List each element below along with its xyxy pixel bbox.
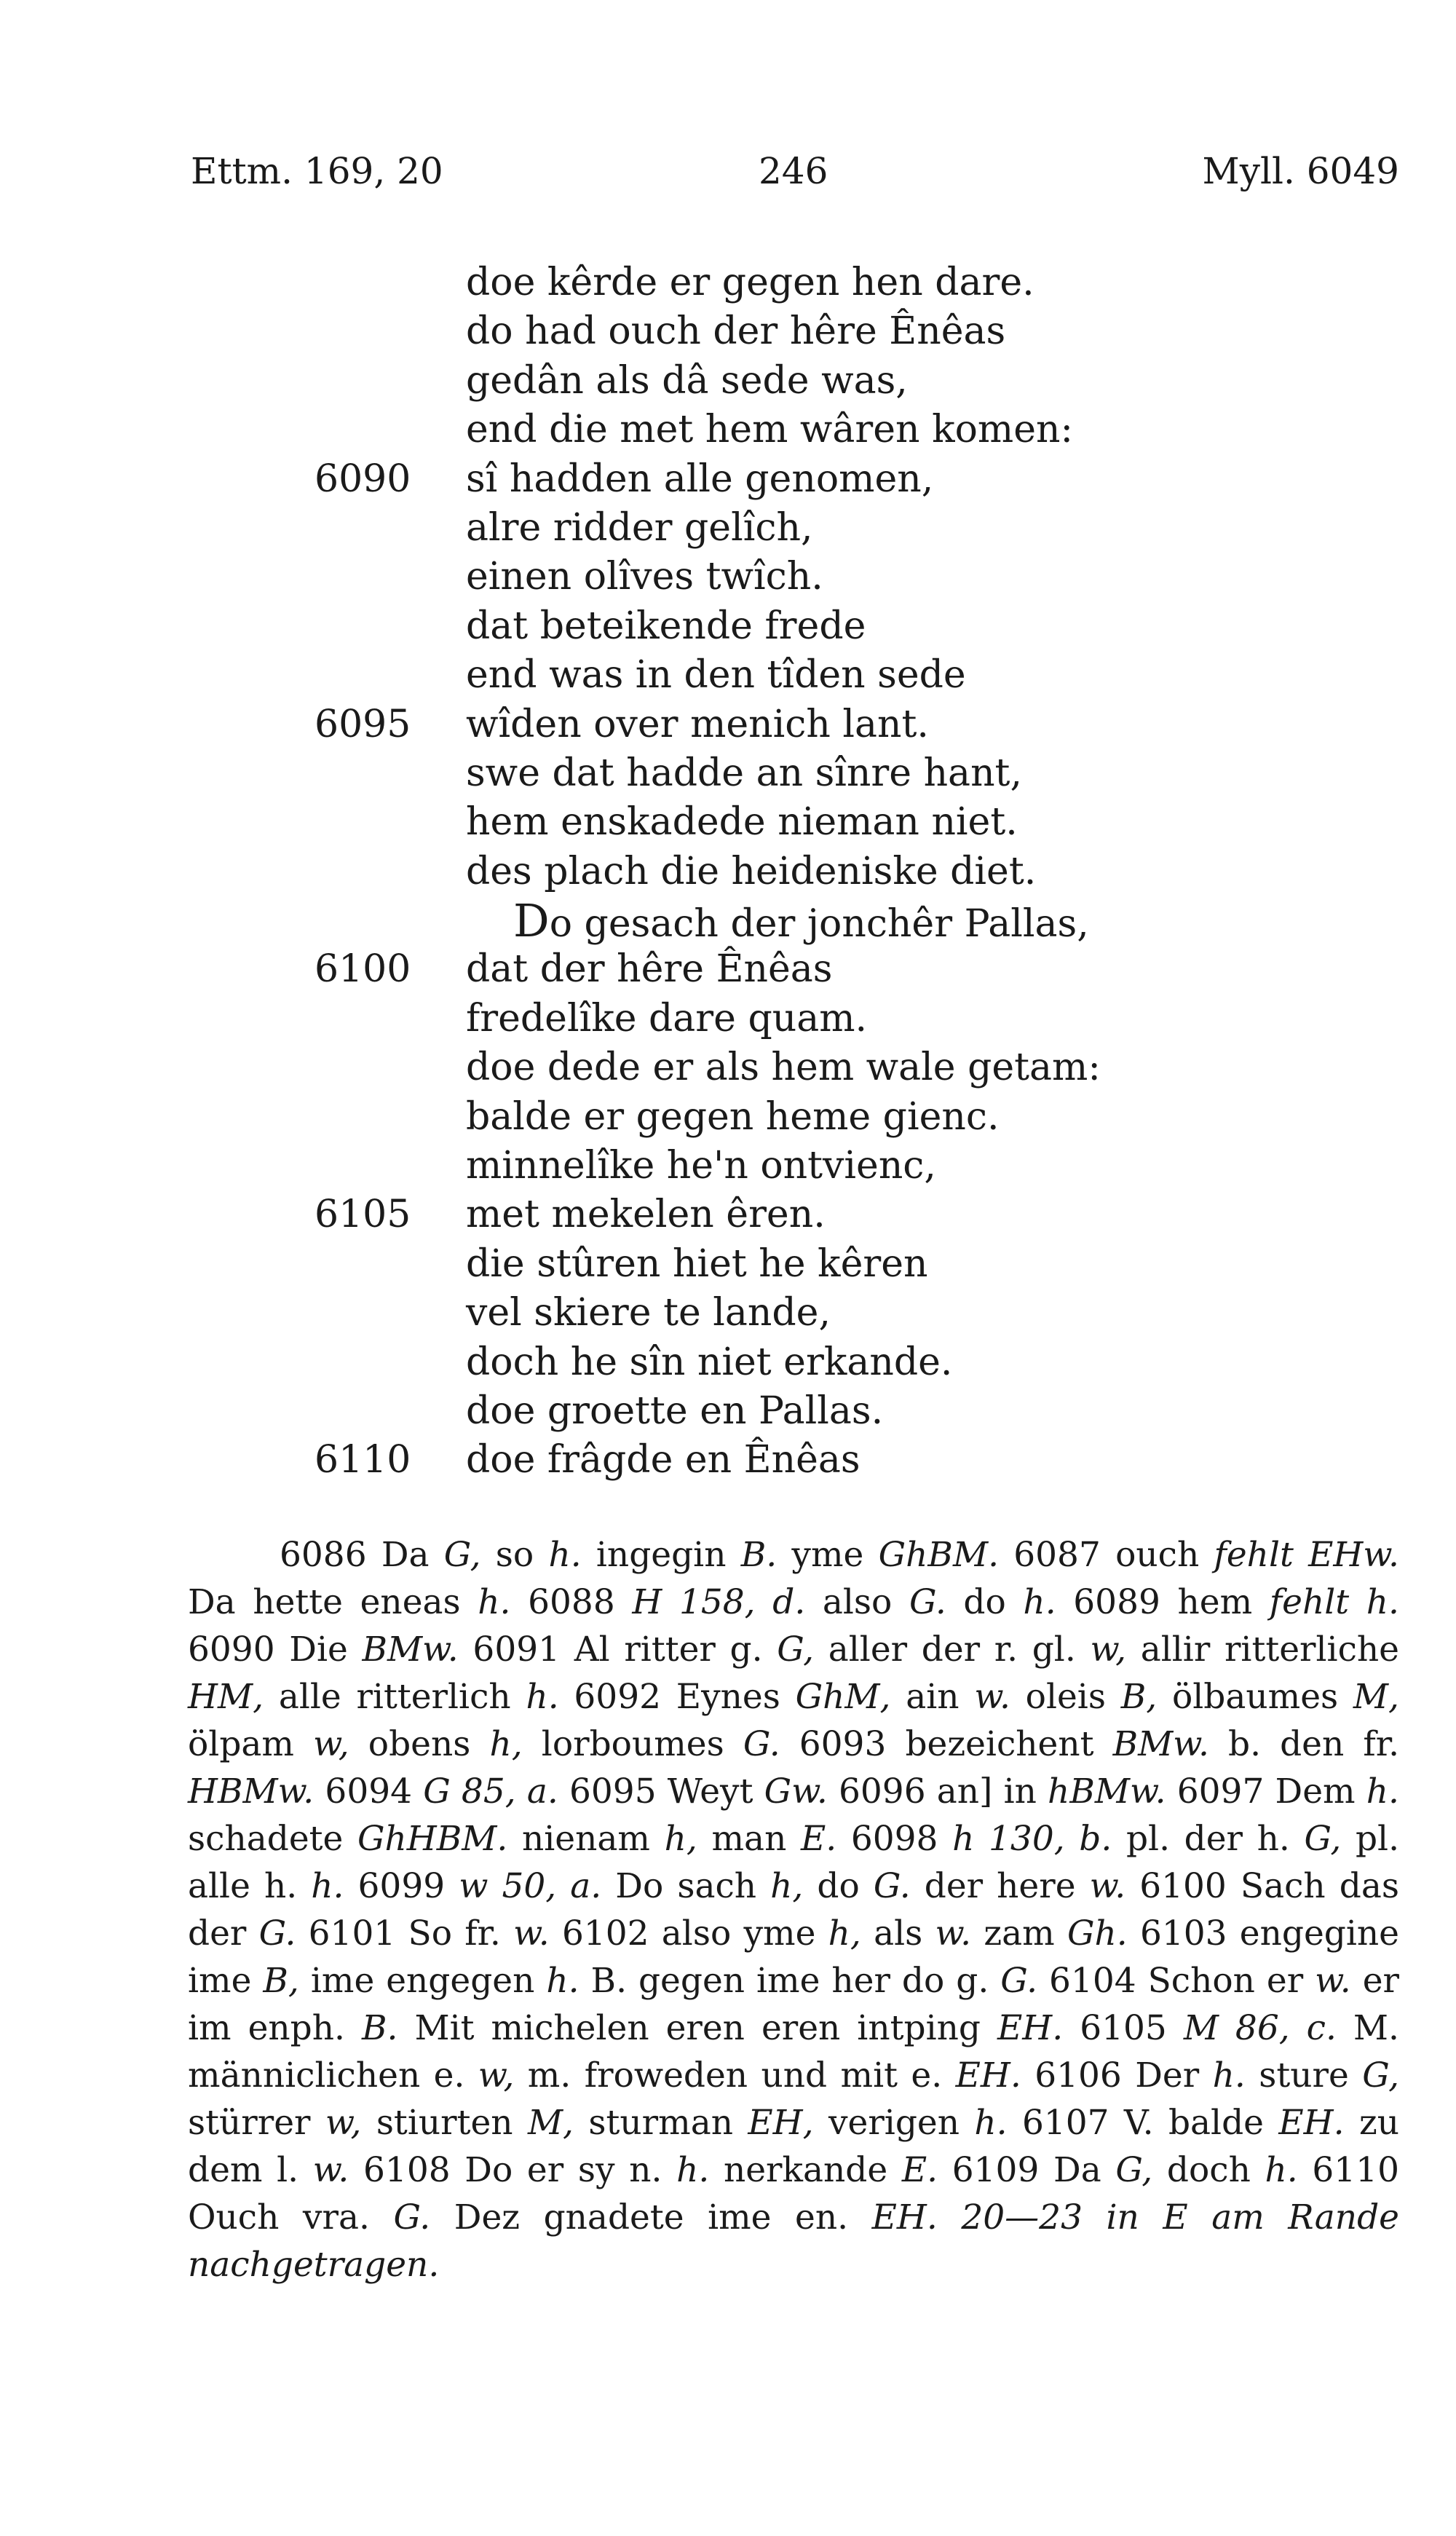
- verse-line: [0, 455, 1456, 504]
- note-text: 6099: [344, 1866, 459, 1906]
- note-siglum: Gh.: [1067, 1913, 1128, 1954]
- verse-number: 6105: [314, 1193, 411, 1237]
- verse-line: [0, 651, 1456, 700]
- note-text: lorboumes: [522, 1724, 743, 1764]
- note-text: zu dem l.: [188, 2103, 1399, 2190]
- note-siglum: M 86, c.: [1183, 2008, 1337, 2048]
- verse-text: minnelîke he'n ontvienc,: [466, 1144, 936, 1188]
- note-text: 6090 Die: [188, 1630, 363, 1670]
- note-siglum: h.: [526, 1677, 559, 1717]
- note-siglum: B.: [740, 1535, 778, 1575]
- note-siglum: G,: [1304, 1819, 1342, 1859]
- note-text: der here: [910, 1866, 1090, 1906]
- note-text: 6109 Da: [938, 2150, 1116, 2190]
- note-text: 6089 hem: [1056, 1582, 1270, 1622]
- verse-number: 6090: [314, 457, 411, 501]
- verse-line: [0, 848, 1456, 896]
- note-siglum: HBMw.: [188, 1771, 314, 1812]
- note-siglum: EH,: [748, 2103, 814, 2143]
- verse-text: wîden over menich lant.: [466, 702, 929, 746]
- verse-text: dat beteikende frede: [466, 604, 866, 648]
- verse-line: [0, 798, 1456, 847]
- note-text: also: [805, 1582, 909, 1622]
- note-text: ölbaumes: [1157, 1677, 1353, 1717]
- note-text: 6088: [510, 1582, 633, 1622]
- note-siglum: G 85, a.: [423, 1771, 558, 1812]
- verse-line: [0, 258, 1456, 307]
- verse-line: [0, 1142, 1456, 1190]
- note-text: 6102 also yme: [549, 1913, 828, 1954]
- note-siglum: w,: [478, 2055, 515, 2095]
- note-siglum: h.: [1366, 1771, 1399, 1812]
- verse-text: alre ridder gelîch,: [466, 505, 813, 550]
- note-siglum: w,: [1090, 1630, 1127, 1670]
- note-siglum: G.: [743, 1724, 780, 1764]
- verse-text: doe groette en Pallas.: [466, 1389, 884, 1433]
- note-text: 6097 Dem: [1166, 1771, 1366, 1812]
- note-siglum: G.: [909, 1582, 946, 1622]
- note-text: B. gegen ime her do g.: [579, 1961, 1001, 2001]
- note-text: ingegin: [581, 1535, 741, 1575]
- note-siglum: G,: [1115, 2150, 1153, 2190]
- verse-block: [0, 258, 1456, 1485]
- note-siglum: EH.: [955, 2055, 1021, 2095]
- verse-text: met mekelen êren.: [466, 1193, 826, 1237]
- note-text: nienam: [507, 1819, 665, 1859]
- note-text: M. männiclichen e.: [188, 2008, 1399, 2095]
- note-text: m. froweden und mit e.: [514, 2055, 956, 2095]
- note-text: als: [860, 1913, 935, 1954]
- note-text: 6107 V. balde: [1007, 2103, 1279, 2143]
- verse-text: end was in den tîden sede: [466, 653, 966, 698]
- note-siglum: EH.: [997, 2008, 1064, 2048]
- note-text: sturman: [574, 2103, 748, 2143]
- verse-line: [0, 1338, 1456, 1387]
- note-siglum: GhBM.: [878, 1535, 1000, 1575]
- note-siglum: h.: [548, 1535, 582, 1575]
- note-text: ölpam: [188, 1724, 314, 1764]
- note-siglum: w,: [325, 2103, 362, 2143]
- note-text: 6104 Schon er: [1037, 1961, 1315, 2001]
- note-text: Mit michelen eren eren intping: [397, 2008, 997, 2048]
- note-text: 6092 Eynes: [558, 1677, 796, 1717]
- note-siglum: h,: [828, 1913, 861, 1954]
- note-text: doch: [1152, 2150, 1265, 2190]
- verse-text: hem enskadede nieman niet.: [466, 800, 1018, 845]
- verse-text: sî hadden alle genomen,: [466, 457, 934, 501]
- verse-text: balde er gegen heme gienc.: [466, 1094, 1000, 1139]
- note-siglum: hBMw.: [1048, 1771, 1166, 1812]
- verse-number: 6095: [314, 702, 411, 746]
- note-siglum: EH.: [871, 2197, 938, 2237]
- note-siglum: G,: [1362, 2055, 1400, 2095]
- note-siglum: w.: [513, 1913, 550, 1954]
- note-text: b. den fr.: [1208, 1724, 1400, 1764]
- note-text: nerkande: [709, 2150, 902, 2190]
- note-text: obens: [349, 1724, 490, 1764]
- note-text: 6108 Do er sy n.: [349, 2150, 677, 2190]
- running-header: [191, 142, 1399, 200]
- note-text: yme: [777, 1535, 879, 1575]
- note-text: so: [480, 1535, 549, 1575]
- note-text: 6096 an] in: [827, 1771, 1048, 1812]
- verse-text: dat der hêre Ênêas: [466, 947, 833, 992]
- note-siglum: w.: [1315, 1961, 1351, 2001]
- note-siglum: HM,: [188, 1677, 264, 1717]
- note-text: do: [803, 1866, 874, 1906]
- note-siglum: w.: [312, 2150, 349, 2190]
- verse-text: doe kêrde er gegen hen dare.: [466, 261, 1034, 304]
- note-text: sture: [1245, 2055, 1363, 2095]
- note-text: 6094: [314, 1771, 424, 1812]
- note-siglum: G.: [393, 2197, 431, 2237]
- verse-text: fredelîke dare quam.: [466, 996, 868, 1040]
- note-siglum: h.: [676, 2150, 710, 2190]
- note-siglum: M,: [527, 2103, 574, 2143]
- note-siglum: Gw.: [764, 1771, 828, 1812]
- header-right-reference: Myll. 6049: [1202, 150, 1399, 192]
- verse-line: [0, 307, 1456, 356]
- note-text: er im enph.: [188, 1961, 1399, 2048]
- note-text: verigen: [813, 2103, 975, 2143]
- note-siglum: G,: [443, 1535, 481, 1575]
- verse-line: [0, 357, 1456, 406]
- note-text: 6110 Ouch vra.: [188, 2150, 1399, 2237]
- note-text: pl. der h.: [1112, 1819, 1305, 1859]
- verse-text: einen olîves twîch.: [466, 555, 823, 599]
- verse-text: gedân als dâ sede was,: [466, 358, 908, 403]
- note-text: schadete: [188, 1819, 357, 1859]
- note-text: pl. alle h.: [188, 1819, 1400, 1906]
- note-siglum: h.: [974, 2103, 1008, 2143]
- verse-line: [0, 1289, 1456, 1338]
- note-text: [938, 2197, 962, 2237]
- header-left-reference: Ettm. 169, 20: [191, 150, 443, 192]
- note-siglum: B.: [361, 2008, 398, 2048]
- note-siglum: 20—23 in E am Rande nachgetragen.: [188, 2197, 1399, 2285]
- verse-line: [0, 894, 1456, 948]
- verse-line: [0, 1240, 1456, 1289]
- verse-text: des plach die heideniske diet.: [466, 849, 1037, 893]
- note-siglum: G.: [873, 1866, 911, 1906]
- note-siglum: w.: [935, 1913, 972, 1954]
- verse-line: [0, 700, 1456, 749]
- note-text: allir ritterliche: [1126, 1630, 1399, 1670]
- note-siglum: w.: [974, 1677, 1010, 1717]
- note-siglum: GhHBM.: [357, 1819, 508, 1859]
- note-text: 6100 Sach das der: [188, 1866, 1399, 1954]
- note-siglum: E.: [901, 2150, 938, 2190]
- note-siglum: h,: [770, 1866, 804, 1906]
- note-text: stiurten: [361, 2103, 528, 2143]
- verse-line: [0, 406, 1456, 454]
- note-text: man: [697, 1819, 801, 1859]
- note-siglum: h.: [1212, 2055, 1246, 2095]
- page-number: 246: [759, 150, 828, 192]
- note-siglum: BMw.: [362, 1630, 459, 1670]
- verse-line: [0, 1387, 1456, 1436]
- verse-text: die stûren hiet he kêren: [466, 1241, 928, 1286]
- note-siglum: h 130, b.: [952, 1819, 1112, 1859]
- note-text: 6105: [1063, 2008, 1184, 2048]
- verse-number: 6110: [314, 1438, 411, 1482]
- verse-number: 6100: [314, 947, 411, 992]
- note-siglum: w.: [1089, 1866, 1126, 1906]
- note-siglum: E.: [800, 1819, 837, 1859]
- verse-line: [0, 749, 1456, 798]
- note-siglum: H 158, d.: [632, 1582, 806, 1622]
- note-siglum: B,: [263, 1961, 299, 2001]
- note-siglum: GhM,: [795, 1677, 891, 1717]
- verse-line: [0, 1190, 1456, 1239]
- note-siglum: h,: [664, 1819, 697, 1859]
- note-siglum: h.: [311, 1866, 344, 1906]
- note-siglum: fehlt EHw.: [1214, 1535, 1399, 1575]
- verse-line: [0, 1093, 1456, 1142]
- verse-text: doe dede er als hem wale getam:: [466, 1046, 1101, 1090]
- note-text: 6095 Weyt: [558, 1771, 764, 1812]
- verse-text: doe frâgde en Ênêas: [466, 1438, 860, 1482]
- verse-text: Do gesach der jonchêr Pallas,: [513, 894, 1089, 948]
- verse-text: swe dat hadde an sînre hant,: [466, 751, 1022, 795]
- note-siglum: M,: [1353, 1677, 1399, 1717]
- note-text: 6091 Al ritter g.: [458, 1630, 778, 1670]
- note-text: Do sach: [601, 1866, 771, 1906]
- verse-line: [0, 995, 1456, 1043]
- note-text: 6087 ouch: [999, 1535, 1214, 1575]
- note-text: do: [946, 1582, 1024, 1622]
- note-text: alle ritterlich: [264, 1677, 526, 1717]
- note-text: 6106 Der: [1021, 2055, 1213, 2095]
- verse-line: [0, 945, 1456, 994]
- note-text: oleis: [1010, 1677, 1121, 1717]
- note-text: 6098: [836, 1819, 953, 1859]
- note-siglum: fehlt h.: [1269, 1582, 1399, 1622]
- note-text: ime engegen: [298, 1961, 547, 2001]
- note-siglum: G.: [1000, 1961, 1038, 2001]
- note-text: 6101 So fr.: [296, 1913, 514, 1954]
- verse-line: [0, 1043, 1456, 1092]
- note-text: 6086 Da: [280, 1535, 444, 1575]
- note-text: Da hette eneas: [188, 1582, 478, 1622]
- note-siglum: BMw.: [1112, 1724, 1209, 1764]
- note-text: aller der r. gl.: [814, 1630, 1091, 1670]
- verse-line: [0, 553, 1456, 601]
- note-siglum: h.: [478, 1582, 511, 1622]
- note-siglum: EH.: [1278, 2103, 1345, 2143]
- note-siglum: B,: [1120, 1677, 1158, 1717]
- note-text: 6093 bezeichent: [780, 1724, 1113, 1764]
- note-siglum: h,: [489, 1724, 523, 1764]
- verse-line: [0, 1436, 1456, 1485]
- verse-text: vel skiere te lande,: [466, 1291, 831, 1335]
- note-siglum: w,: [313, 1724, 349, 1764]
- note-siglum: w 50, a.: [459, 1866, 602, 1906]
- note-text: ain: [890, 1677, 975, 1717]
- verse-text: do had ouch der hêre Ênêas: [466, 309, 1006, 354]
- apparatus-notes: [188, 1531, 1399, 2288]
- note-text: stürrer: [188, 2103, 325, 2143]
- note-text: Dez gnadete ime en.: [430, 2197, 872, 2237]
- note-text: zam: [971, 1913, 1067, 1954]
- note-siglum: G.: [258, 1913, 296, 1954]
- note-siglum: G,: [777, 1630, 815, 1670]
- verse-line: [0, 602, 1456, 651]
- verse-line: [0, 504, 1456, 553]
- verse-text: doch he sîn niet erkande.: [466, 1340, 953, 1384]
- note-siglum: h.: [1023, 1582, 1056, 1622]
- note-siglum: h.: [546, 1961, 579, 2001]
- verse-text: end die met hem wâren komen:: [466, 408, 1073, 452]
- note-text: 6103 engegine ime: [188, 1913, 1399, 2001]
- note-siglum: h.: [1265, 2150, 1298, 2190]
